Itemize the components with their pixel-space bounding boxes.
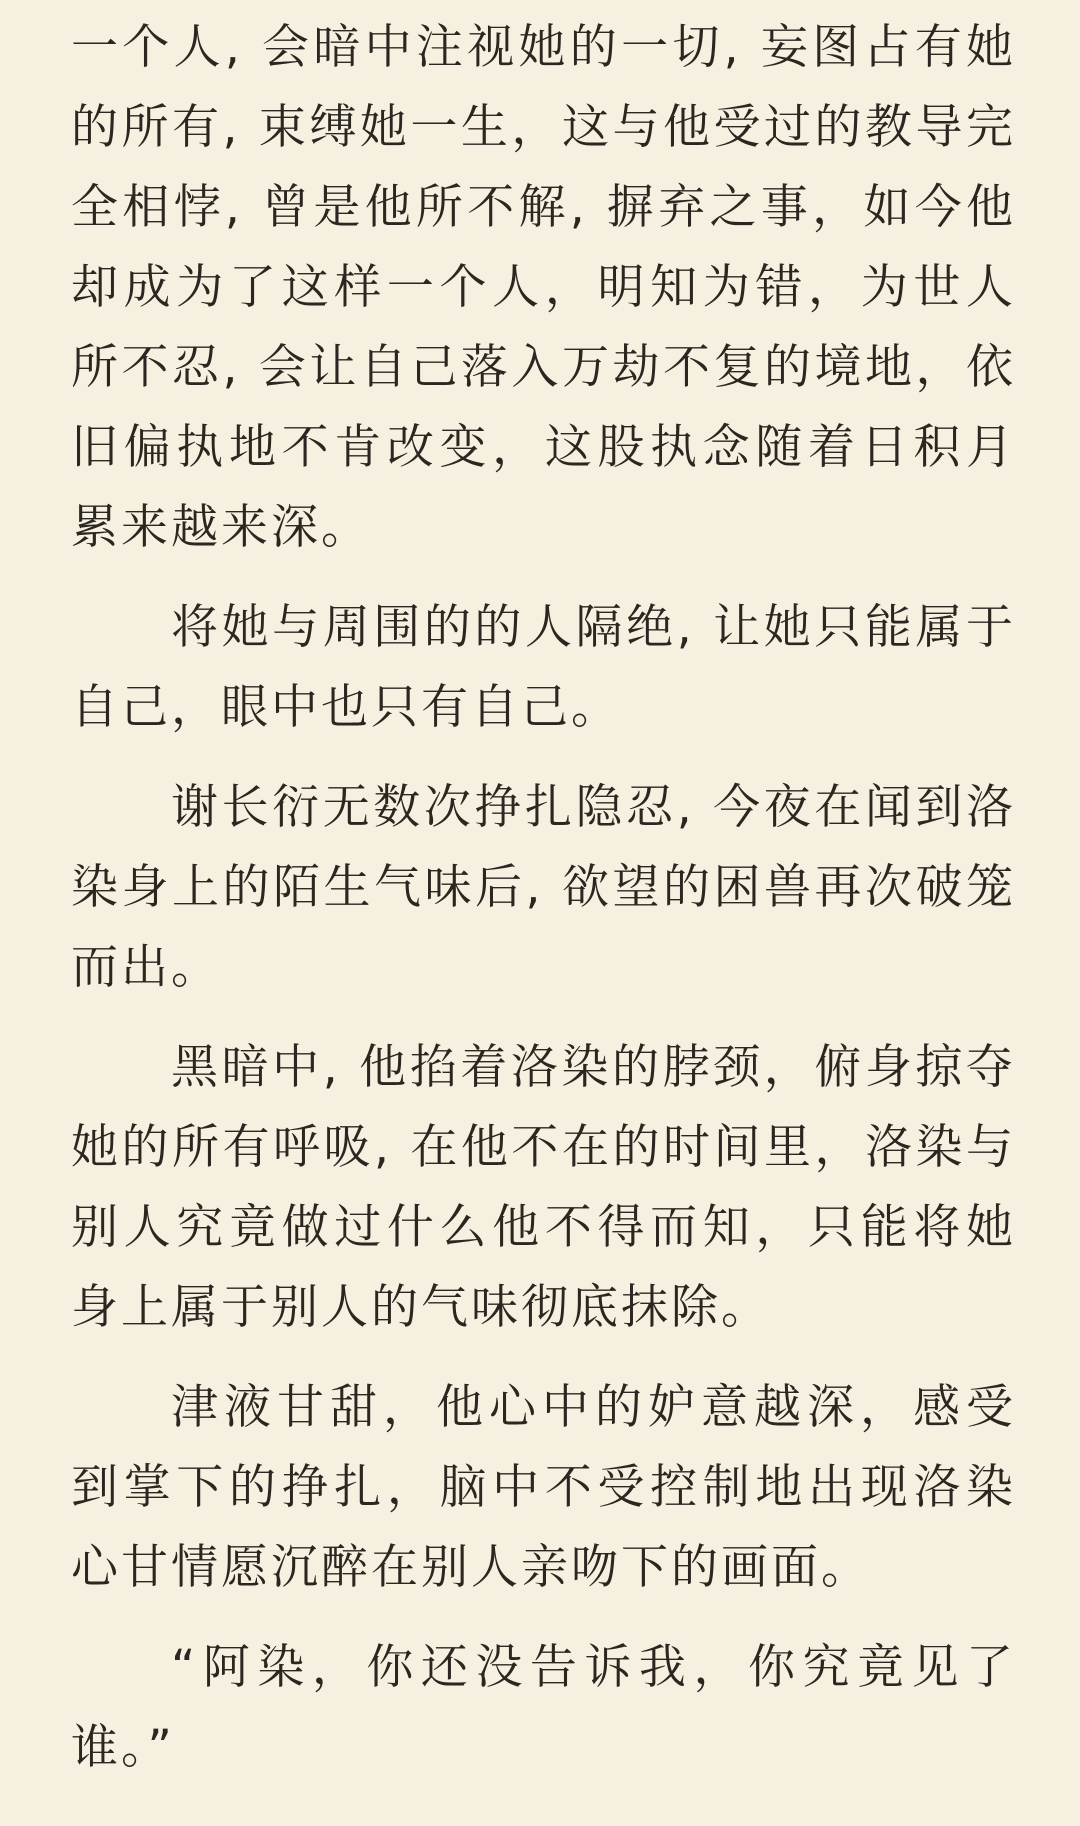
chapter-text[interactable]	[71, 8, 1016, 1808]
paragraph-1: 一个人, 会暗中注视她的一切, 妄图占有她的所有, 束缚她一生，这与他受过的教导完全相悖, 曾是他所不解, 摒弃之事，如今他却成为了这样一个人，明知为错，为世人所不忍, 会让自己落入万劫不复的境地，依旧偏执地不肯改变，这股执念随着日积月累来越来深。	[71, 20, 1016, 555]
paragraph-4: 黑暗中, 他掐着洛染的脖颈，俯身掠夺她的所有呼吸, 在他不在的时间里，洛染与别人究竟做过什么他不得而知，只能将她身上属于别人的气味彻底抹除。	[71, 1040, 1016, 1335]
paragraph-6: “阿染，你还没告诉我，你究竟见了谁。”	[71, 1640, 1016, 1775]
paragraph-2: 将她与周围的的人隔绝, 让她只能属于自己，眼中也只有自己。	[71, 600, 1016, 735]
paragraph-5: 津液甘甜，他心中的妒意越深，感受到掌下的挣扎，脑中不受控制地出现洛染心甘情愿沉醉在别人亲吻下的画面。	[71, 1380, 1016, 1595]
paragraph-3: 谢长衍无数次挣扎隐忍, 今夜在闻到洛染身上的陌生气味后, 欲望的困兽再次破笼而出。	[71, 780, 1016, 995]
